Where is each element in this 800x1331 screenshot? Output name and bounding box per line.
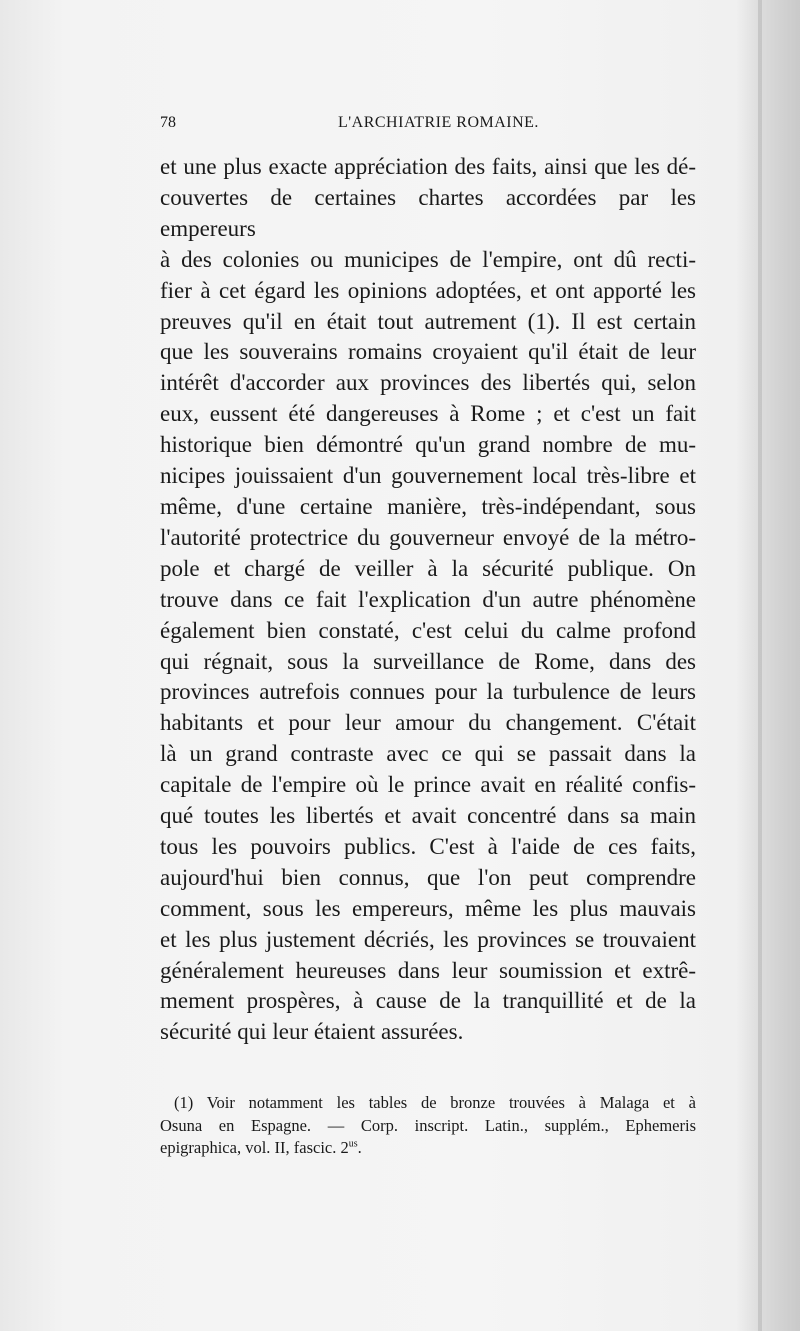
text-line: et une plus exacte appréciation des faits, ainsi que les dé- xyxy=(160,154,696,179)
text-line: eux, eussent été dangereuses à Rome ; et c'est un fait xyxy=(160,401,696,427)
text-line: fier à cet égard les opinions adoptées, et ont apporté les xyxy=(160,277,696,303)
footnote-line: Osuna en Espagne. — Corp. inscript. Latin., supplém., Ephemeris xyxy=(160,1115,696,1135)
text-line: trouve dans ce fait l'explication d'un autre phénomène xyxy=(160,586,696,612)
running-header xyxy=(160,114,700,138)
text-line: historique bien démontré qu'un grand nombre de mu- xyxy=(160,432,696,458)
text-line: même, d'une certaine manière, très-indépendant, sous xyxy=(160,493,696,519)
footnote-period: . xyxy=(357,1138,362,1157)
text-line: provinces autrefois connues pour la turbulence de leurs xyxy=(160,679,696,705)
text-line: qui régnait, sous la surveillance de Rome, dans des xyxy=(160,648,696,674)
text-line: capitale de l'empire où le prince avait en réalité confis- xyxy=(160,772,696,798)
body-paragraph xyxy=(160,152,696,1048)
text-line: intérêt d'accorder aux provinces des libertés qui, selon xyxy=(160,370,696,396)
text-line: habitants et pour leur amour du changement. C'était xyxy=(160,710,696,736)
footnote-superscript: us xyxy=(348,1138,358,1150)
running-title: L'ARCHIATRIE ROMAINE. xyxy=(338,114,539,131)
text-line: qué toutes les libertés et avait concentré dans sa main xyxy=(160,803,696,829)
footnote-text: epigraphica, vol. II, fascic. 2 xyxy=(160,1138,349,1157)
text-line: que les souverains romains croyaient qu'il était de leur xyxy=(160,339,696,365)
text-line: preuves qu'il en était tout autrement (1). Il est certain xyxy=(160,308,696,334)
text-line: généralement heureuses dans leur soumission et extrê- xyxy=(160,957,696,983)
page-gutter-shadow xyxy=(758,0,762,1331)
text-line: comment, sous les empereurs, même les plus mauvais xyxy=(160,895,696,921)
text-line: nicipes jouissaient d'un gouvernement local très-libre et xyxy=(160,463,696,489)
text-line: tous les pouvoirs publics. C'est à l'aide de ces faits, xyxy=(160,833,696,859)
text-line: également bien constaté, c'est celui du calme profond xyxy=(160,617,696,643)
text-line: mement prospères, à cause de la tranquillité et de la xyxy=(160,988,696,1014)
footnote-line-last xyxy=(160,1137,696,1160)
page-number: 78 xyxy=(160,114,176,131)
text-line: sécurité qui leur étaient assurées. xyxy=(160,1019,464,1045)
text-line: et les plus justement décriés, les provinces se trouvaient xyxy=(160,926,696,952)
footnote xyxy=(160,1092,696,1160)
text-line: pole et chargé de veiller à la sécurité publique. On xyxy=(160,555,696,581)
text-line: là un grand contraste avec ce qui se passait dans la xyxy=(160,741,696,767)
text-line: l'autorité protectrice du gouverneur envoyé de la métro- xyxy=(160,524,696,550)
text-line: aujourd'hui bien connus, que l'on peut comprendre xyxy=(160,864,696,890)
footnote-line: (1) Voir notamment les tables de bronze trouvées à Malaga et à xyxy=(174,1093,696,1112)
text-line: couvertes de certaines chartes accordées par les empereurs xyxy=(160,184,696,241)
text-line: à des colonies ou municipes de l'empire, ont dû recti- xyxy=(160,246,696,272)
